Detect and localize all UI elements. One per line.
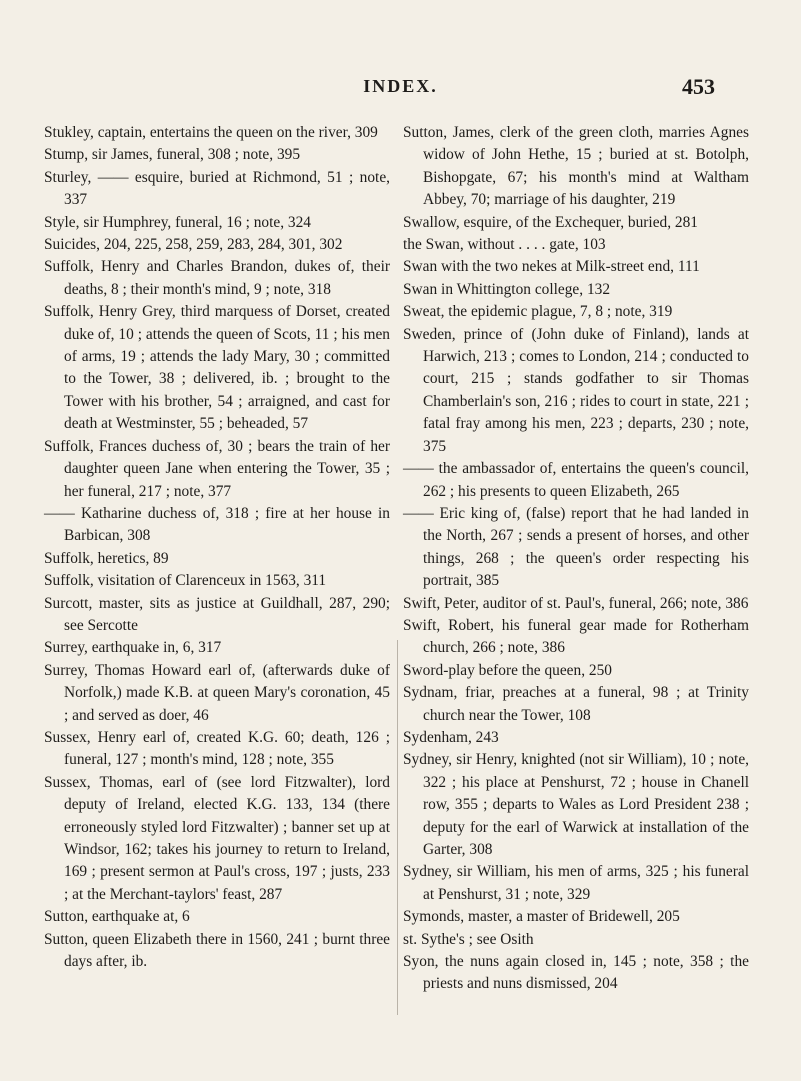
- index-entry: Sussex, Thomas, earl of (see lord Fitzwalter), lord deputy of Ireland, elected K.G. 133, 134 (there erroneously styled lord Fitzwalter) ; banner set up at Windsor, 162; takes his journey to return to Ireland, 169 ; present sermon at Paul's cross, 197 ; justs, 233 ; at the Merchant-taylors' feast, 287: [44, 773, 390, 903]
- index-entry: Sydney, sir William, his men of arms, 325 ; his funeral at Penshurst, 31 ; note, 329: [403, 863, 749, 903]
- index-entry: st. Sythe's ; see Osith: [403, 930, 534, 948]
- index-entry: Sweden, prince of (John duke of Finland), lands at Harwich, 213 ; comes to London, 214 ; conducted to court, 215 ; stands godfather to sir Thomas Chamberlain's son, 216 ; rides to court in state, 221 ; fatal fray among his men, 223 ; departs, 230 ; note, 375: [403, 325, 749, 455]
- index-entry: Suffolk, Henry Grey, third marquess of Dorset, created duke of, 10 ; attends the queen of Scots, 11 ; his men of arms, 19 ; attends the lady Mary, 30 ; committed to the Tower, 38 ; delivered, ib. ; brought to the Tower with his brother, 54 ; arraigned, and cast for death at Westminster, 55 ; beheaded, 57: [44, 303, 390, 433]
- index-entry: Sydnam, friar, preaches at a funeral, 98 ; at Trinity church near the Tower, 108: [403, 684, 749, 724]
- index-entry: —— Eric king of, (false) report that he had landed in the North, 267 ; sends a present of horses, and other things, 268 ; the queen's order respecting his portrait, 385: [403, 504, 749, 590]
- index-entry: —— the ambassador of, entertains the queen's council, 262 ; his presents to queen Elizabeth, 265: [403, 460, 749, 500]
- index-entry: Suffolk, heretics, 89: [44, 549, 169, 567]
- index-entry: Sutton, James, clerk of the green cloth, marries Agnes widow of John Hethe, 15 ; buried at st. Botolph, Bishopgate, 67; his month's mind at Waltham Abbey, 70; marriage of his daughter, 219: [403, 124, 749, 209]
- page-header: [0, 72, 801, 108]
- index-column-left: [44, 122, 390, 973]
- index-entry: Suicides, 204, 225, 258, 259, 283, 284, 301, 302: [44, 236, 343, 254]
- index-entry: Symonds, master, a master of Bridewell, 205: [403, 908, 680, 926]
- page-number: 453: [682, 74, 715, 99]
- index-entry: Sydenham, 243: [403, 728, 499, 746]
- index-entry: Swift, Robert, his funeral gear made for Rotherham church, 266 ; note, 386: [403, 616, 749, 657]
- index-entry: Swift, Peter, auditor of st. Paul's, funeral, 266; note, 386: [403, 594, 749, 612]
- index-column-right: [403, 122, 749, 996]
- column-divider: [397, 640, 398, 1015]
- index-entry: Style, sir Humphrey, funeral, 16 ; note, 324: [44, 213, 312, 231]
- index-entry: Sweat, the epidemic plague, 7, 8 ; note, 319: [403, 303, 673, 321]
- running-title: INDEX.: [363, 76, 438, 96]
- index-entry: Suffolk, Frances duchess of, 30 ; bears the train of her daughter queen Jane when entering the Tower, 35 ; her funeral, 217 ; note, 377: [44, 437, 390, 500]
- index-entry: Swan in Whittington college, 132: [403, 280, 611, 298]
- index-entry: Surrey, earthquake in, 6, 317: [44, 639, 222, 657]
- index-entry: Sutton, earthquake at, 6: [44, 908, 190, 926]
- index-entry: Sturley, —— esquire, buried at Richmond, 51 ; note, 337: [44, 168, 390, 209]
- index-entry: Syon, the nuns again closed in, 145 ; note, 358 ; the priests and nuns dismissed, 204: [403, 953, 749, 993]
- index-entry: Sydney, sir Henry, knighted (not sir William), 10 ; note, 322 ; his place at Penshurst, 72 ; house in Chanell row, 355 ; departs to Wales as Lord President 238 ; deputy for the earl of Warwick at installation of the Garter, 308: [403, 751, 749, 858]
- index-entry: Swallow, esquire, of the Exchequer, buried, 281: [403, 213, 698, 231]
- index-entry: Sword-play before the queen, 250: [403, 661, 612, 679]
- index-entry: Sutton, queen Elizabeth there in 1560, 241 ; burnt three days after, ib.: [44, 930, 390, 971]
- index-entry: Suffolk, Henry and Charles Brandon, dukes of, their deaths, 8 ; their month's mind, 9 ; note, 318: [44, 258, 390, 298]
- index-entry: Surrey, Thomas Howard earl of, (afterwards duke of Norfolk,) made K.B. at queen Mary's coronation, 45 ; and served as doer, 46: [44, 661, 390, 724]
- index-entry: Stukley, captain, entertains the queen on the river, 309: [44, 124, 378, 141]
- index-entry: Surcott, master, sits as justice at Guildhall, 287, 290; see Sercotte: [44, 594, 390, 634]
- index-entry: —— Katharine duchess of, 318 ; fire at her house in Barbican, 308: [44, 504, 390, 545]
- index-entry: Swan with the two nekes at Milk-street end, 111: [403, 258, 700, 276]
- index-entry: Stump, sir James, funeral, 308 ; note, 395: [44, 146, 301, 164]
- index-entry: the Swan, without . . . . gate, 103: [403, 236, 606, 254]
- index-entry: Sussex, Henry earl of, created K.G. 60; death, 126 ; funeral, 127 ; month's mind, 128 ; note, 355: [44, 728, 390, 769]
- index-entry: Suffolk, visitation of Clarenceux in 1563, 311: [44, 572, 327, 590]
